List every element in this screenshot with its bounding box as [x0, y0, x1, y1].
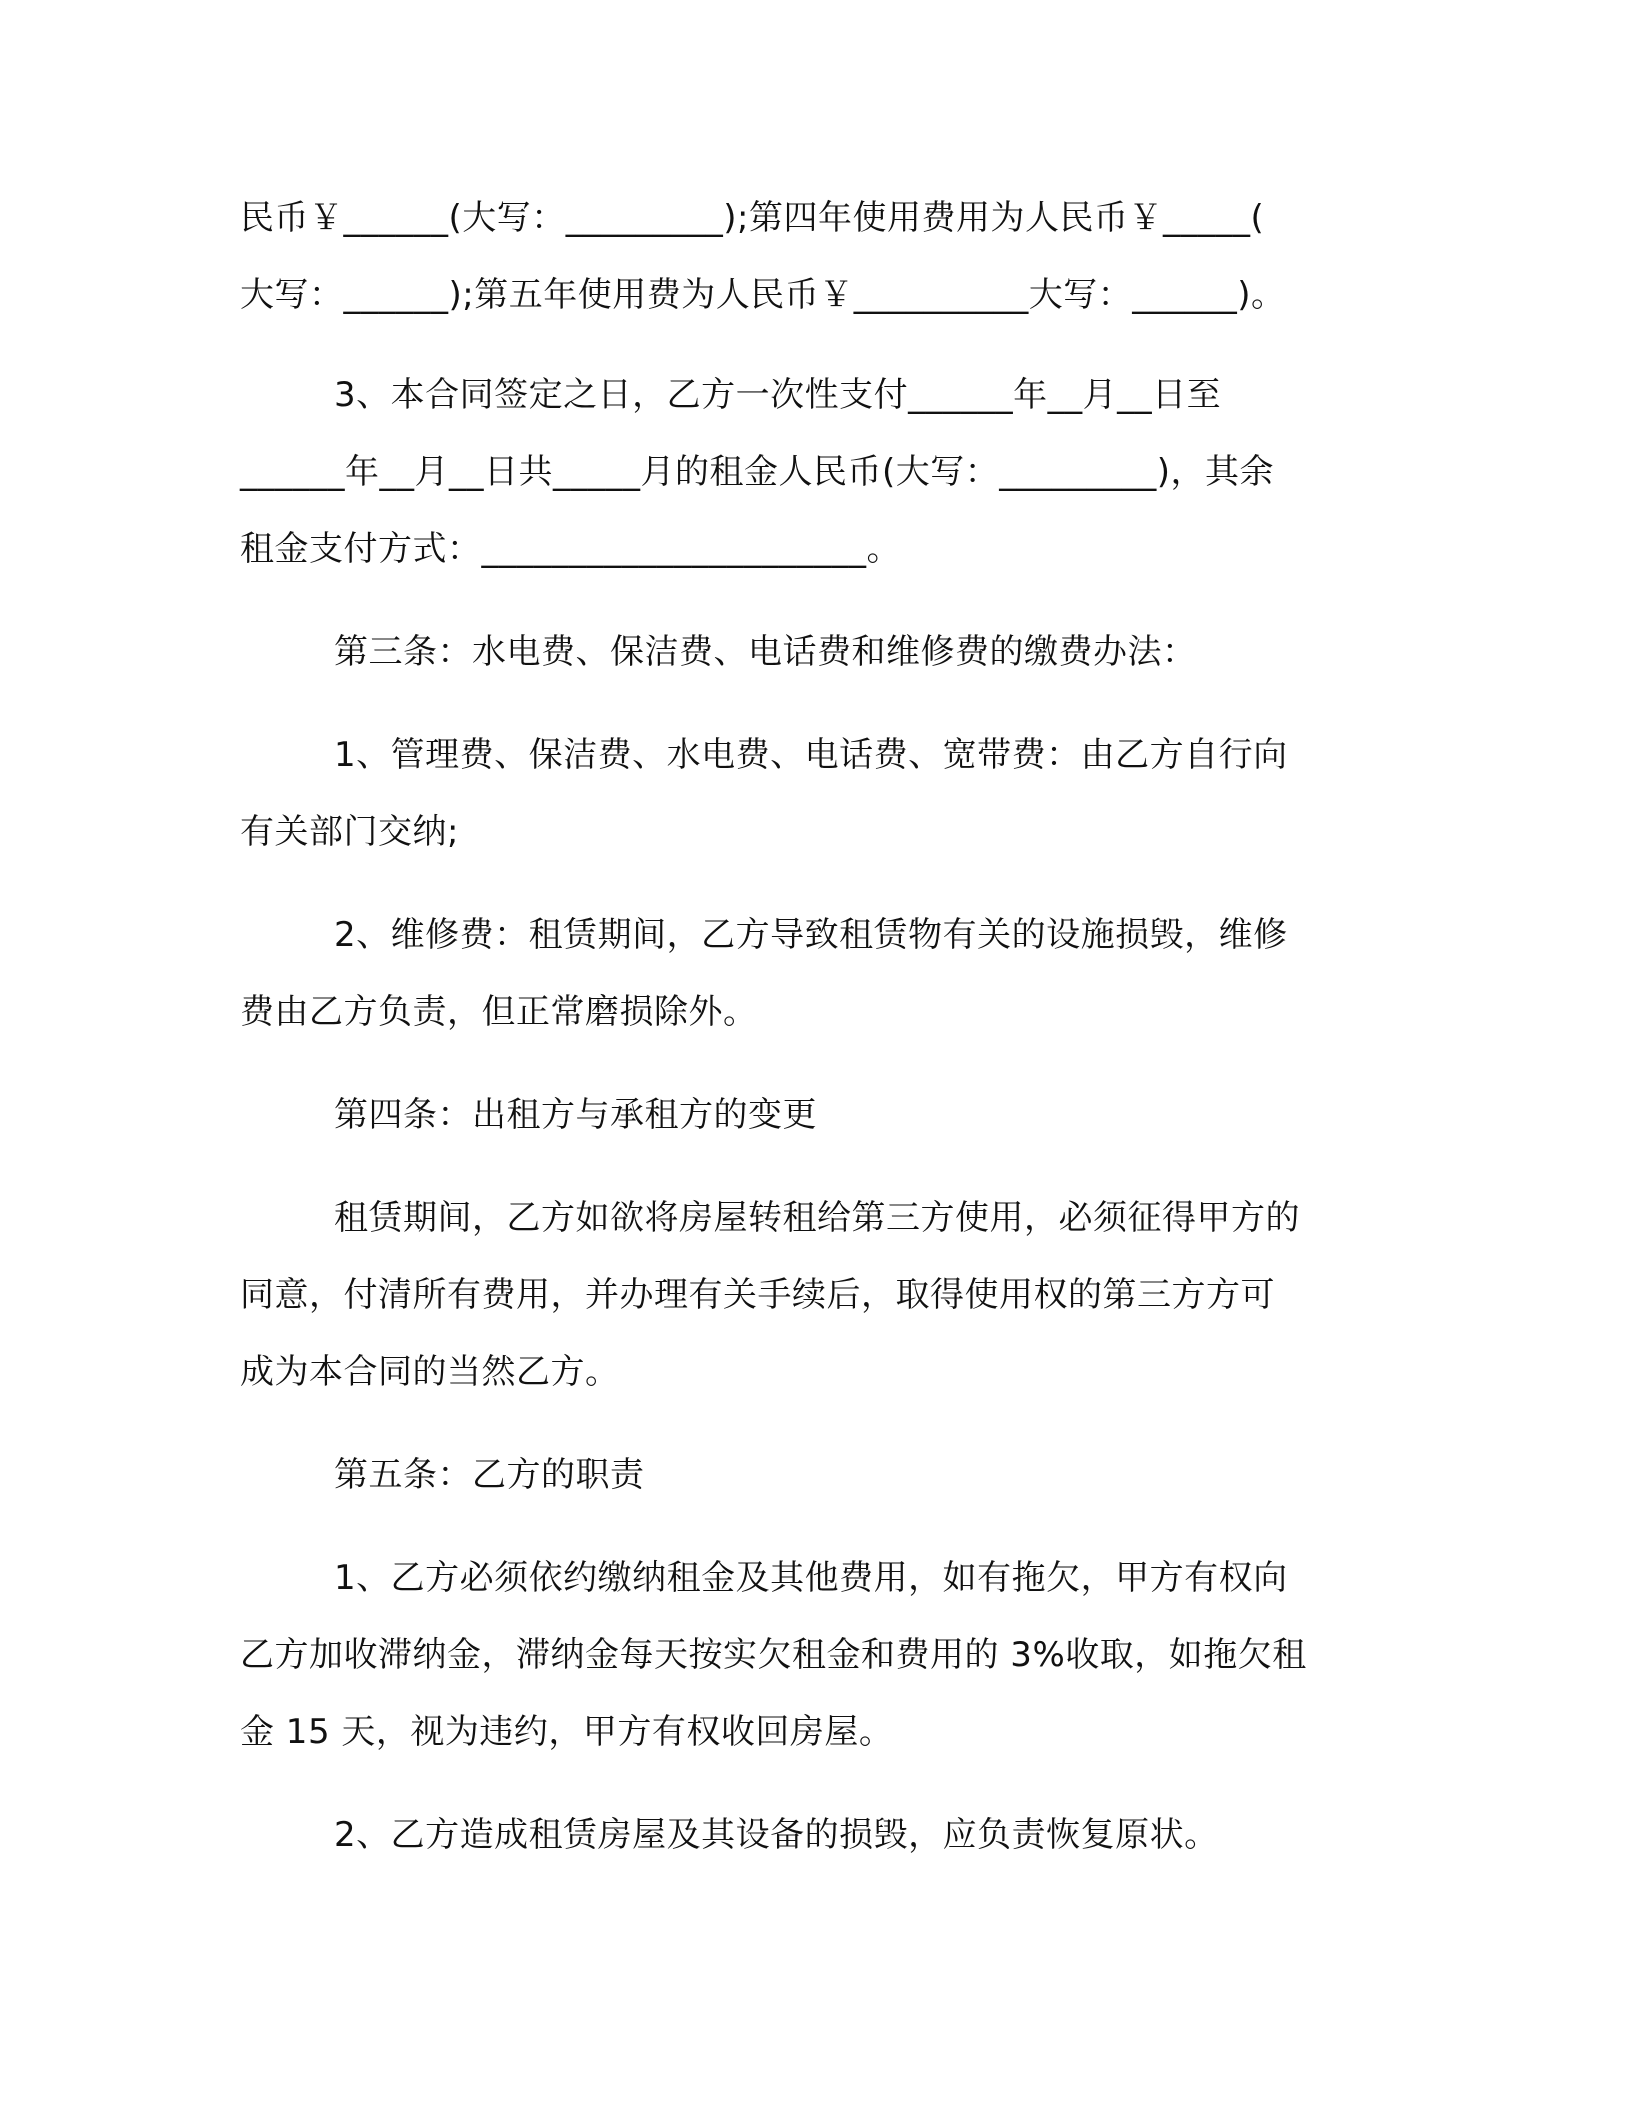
text-line: 大写：______);第五年使用费为人民币￥__________大写：______)。	[240, 275, 1286, 315]
text-line: 租赁期间，乙方如欲将房屋转租给第三方使用，必须征得甲方的	[334, 1198, 1300, 1238]
text-line: 3、本合同签定之日，乙方一次性支付______年__月__日至	[334, 375, 1222, 415]
text-line: 金 15 天，视为违约，甲方有权收回房屋。	[240, 1712, 894, 1752]
text-line: 2、维修费：租赁期间，乙方导致租赁物有关的设施损毁，维修	[334, 915, 1288, 955]
text-line: 成为本合同的当然乙方。	[240, 1352, 620, 1392]
text-line: 租金支付方式：______________________。	[240, 529, 901, 569]
text-line: 1、乙方必须依约缴纳租金及其他费用，如有拖欠，甲方有权向	[334, 1558, 1288, 1598]
text-line: 2、乙方造成租赁房屋及其设备的损毁，应负责恢复原状。	[334, 1815, 1219, 1855]
text-line: 民币￥______(大写：_________);第四年使用费用为人民币￥_____(	[240, 198, 1265, 238]
section-heading: 第三条：水电费、保洁费、电话费和维修费的缴费办法：	[334, 632, 1197, 672]
text-line: 费由乙方负责，但正常磨损除外。	[240, 992, 758, 1032]
text-line: 有关部门交纳;	[240, 812, 459, 852]
text-line: ______年__月__日共_____月的租金人民币(大写：_________)，其余	[240, 452, 1275, 492]
text-line: 同意，付清所有费用，并办理有关手续后，取得使用权的第三方方可	[240, 1275, 1275, 1315]
section-heading: 第四条：出租方与承租方的变更	[334, 1095, 817, 1135]
text-line: 乙方加收滞纳金，滞纳金每天按实欠租金和费用的 3%收取，如拖欠租	[240, 1635, 1307, 1675]
text-line: 1、管理费、保洁费、水电费、电话费、宽带费：由乙方自行向	[334, 735, 1288, 775]
section-heading: 第五条：乙方的职责	[334, 1455, 645, 1495]
